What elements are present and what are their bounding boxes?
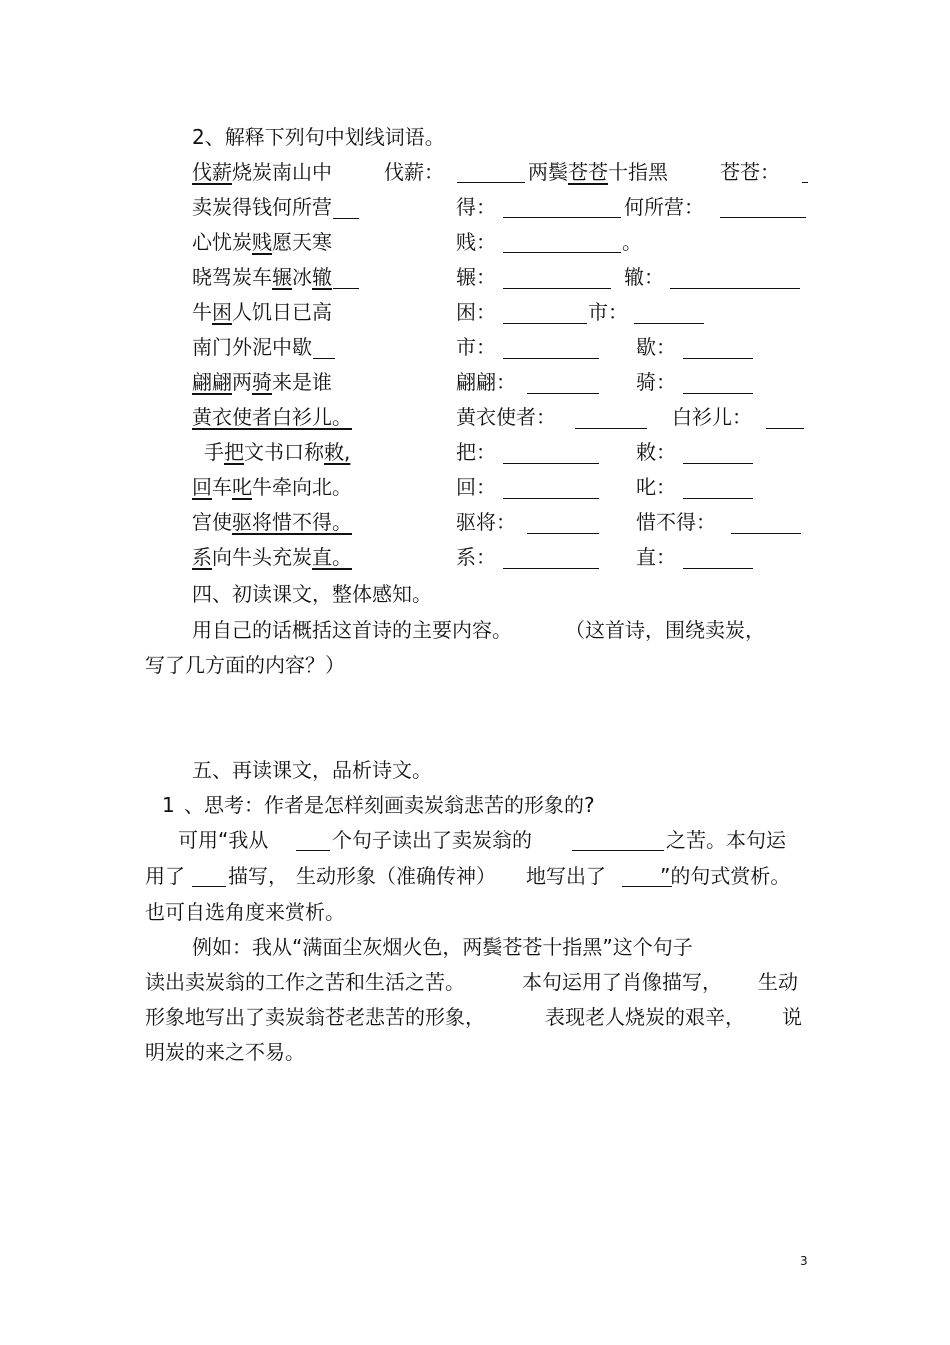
underline-mark [333,288,359,289]
question-text: 用自己的话概括这首诗的主要内容。 [192,618,512,642]
underline-mark [313,358,335,359]
term-label: 系： [456,545,496,569]
example-text: 本句运用了肖像描写， [522,970,722,994]
answer-blank[interactable] [503,568,599,569]
answer-blank[interactable] [503,288,611,289]
answer-blank[interactable] [731,533,801,534]
term-label: 把： [456,440,496,464]
term-label: 贱： [456,230,496,254]
answer-blank[interactable] [192,886,226,887]
hint-text: 用了 [145,864,185,888]
punctuation: 。 [622,230,642,254]
answer-blank[interactable] [503,217,621,218]
term-label: 得： [456,195,496,219]
poem-line: 黄衣使者白衫儿。 [192,405,352,429]
underline-mark [333,218,359,219]
term-label: 翩翩： [456,370,516,394]
term-label: 敕： [636,440,676,464]
hint-text: 可用“我从 [178,828,269,852]
term-label: 辙： [624,265,664,289]
question-number: 1 [162,793,175,817]
term-label: 回： [456,475,496,499]
answer-blank[interactable] [527,533,599,534]
poem-line: 心忧炭贱愿天寒 [192,230,332,254]
question-hint: 写了几方面的内容？） [145,653,345,677]
example-text: 例如：我从“满面尘灰烟火色，两鬓苍苍十指黑”这个句子 [192,935,693,959]
answer-blank[interactable] [503,498,599,499]
hint-text: 也可自选角度来赏析。 [145,900,345,924]
term-label: 伐薪： [384,160,444,184]
poem-line: 南门外泥中歇 [192,335,312,359]
poem-line: 系向牛头充炭直。 [192,545,352,569]
answer-blank[interactable] [683,358,753,359]
question-hint: （这首诗，围绕卖炭， [565,618,765,642]
hint-text: 地写出了 [526,864,606,888]
hint-text: 之苦。本句运 [666,828,786,852]
answer-blank[interactable] [634,323,704,324]
poem-line: 两鬓苍苍十指黑 [528,160,668,184]
answer-blank[interactable] [503,323,587,324]
term-label: 叱： [636,475,676,499]
example-text: 生动 [758,970,798,994]
question-text: 、思考：作者是怎样刻画卖炭翁悲苦的形象的? [184,793,595,817]
section-heading: 五、再读课文，品析诗文。 [192,758,432,782]
hint-text: ”的句式赏析。 [660,864,791,888]
poem-line: 翩翩两骑来是谁 [192,370,332,394]
poem-line: 宫使驱将惜不得。 [192,510,352,534]
answer-blank[interactable] [683,568,753,569]
example-text: 明炭的来之不易。 [145,1040,305,1064]
poem-line: 卖炭得钱何所营 [192,195,332,219]
answer-blank[interactable] [457,182,525,183]
answer-blank[interactable] [683,393,753,394]
term-label: 驱将： [456,510,516,534]
example-text: 形象地写出了卖炭翁苍老悲苦的形象， [145,1005,485,1029]
poem-line: 手把文书口称敕, [204,440,351,464]
poem-line: 伐薪烧炭南山中 [192,160,332,184]
example-text: 表现老人烧炭的艰辛， [545,1005,745,1029]
term-label: 市： [588,300,628,324]
poem-line: 回车叱牛牵向北。 [192,475,352,499]
term-label: 白衫儿： [672,405,752,429]
poem-line: 晓驾炭车辗冰辙 [192,265,332,289]
term-label: 辗： [456,265,496,289]
page-number: 3 [800,1254,808,1268]
section-heading: 四、初读课文，整体感知。 [192,582,432,606]
answer-blank[interactable] [766,428,804,429]
term-label: 黄衣使者： [456,405,556,429]
answer-blank[interactable] [503,463,599,464]
answer-blank[interactable] [802,182,808,183]
term-label: 骑： [636,370,676,394]
poem-line: 牛困人饥日已高 [192,300,332,324]
answer-blank[interactable] [503,358,599,359]
example-text: 说 [782,1005,802,1029]
answer-blank[interactable] [670,288,800,289]
term-label: 困： [456,300,496,324]
hint-text: 生动形象（准确传神） [296,864,496,888]
answer-blank[interactable] [572,850,664,851]
answer-blank[interactable] [503,252,621,253]
term-label: 惜不得： [636,510,716,534]
hint-text: 个句子读出了卖炭翁的 [332,828,532,852]
answer-blank[interactable] [683,498,753,499]
term-label: 何所营： [624,195,704,219]
answer-blank[interactable] [575,428,647,429]
answer-blank[interactable] [527,393,599,394]
term-label: 歇： [636,335,676,359]
term-label: 市： [456,335,496,359]
answer-blank[interactable] [720,217,806,218]
example-text: 读出卖炭翁的工作之苦和生活之苦。 [145,970,465,994]
hint-text: 描写， [228,864,288,888]
answer-blank[interactable] [683,463,753,464]
term-label: 直： [636,545,676,569]
question-title: 2、解释下列句中划线词语。 [192,125,445,149]
term-label: 苍苍： [720,160,780,184]
answer-blank[interactable] [296,850,330,851]
